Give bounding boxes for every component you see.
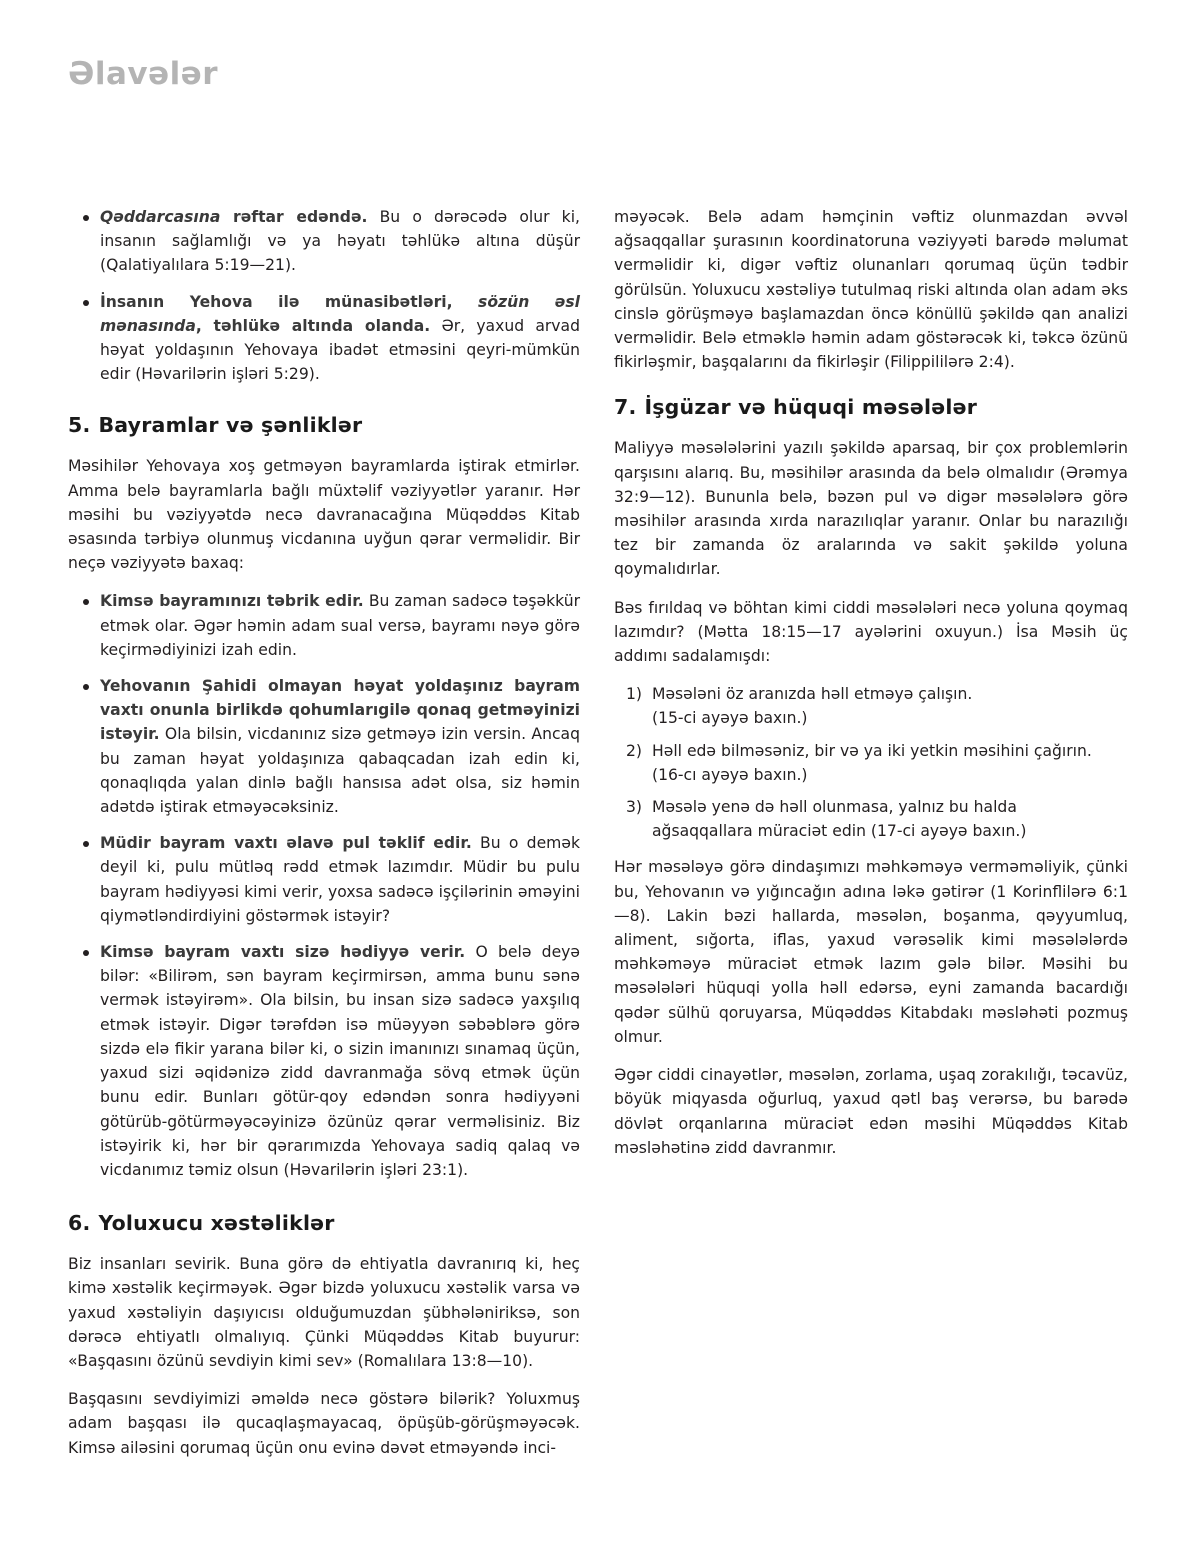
section-number: 7. [614,395,637,420]
bullet-lead: Kimsə bayram vaxtı sizə hədiyyə verir. [100,943,466,962]
section-5-intro: Məsihilər Yehovaya xoş getməyən bayramlarda iştirak etmirlər. Amma belə bayramlarla bağlı müxtəlif vəziyyətlər yaranır. Hər məsihi bu vəziyyətdə necə davranacağına Müqəddəs Kitab əsasında tərbiyə olunmuş vicdanına uyğun qərar verməlidir. Bir neçə vəziyyətə baxaq: [68,457,580,573]
continuation-paragraph: məyəcək. Belə adam həmçinin vəftiz olunmazdan əvvəl ağsaqqallar şurasının koordinatoruna vəziyyəti barədə məlumat verməlidir ki, digər vəftiz olunanları qorumaq üçün tədbir görülsün. Yoluxucu xəstəliyə tutulmaq riski altında olan adam əks cinslə görüşməyə başlamazdan öncə könüllü şəkildə qan analizi verməlidir. Belə etməklə həmin adam göstərəcək ki, təkcə özünü fikirləşmir, başqalarını da fikirləşir (Filippililərə 2:4). [614,208,1128,372]
intro-bullet-list [68,205,580,386]
section-7-heading [614,394,1128,420]
bullet-lead-italic: sözün əsl mənasında [100,292,580,335]
step-text: Həll edə bilməsəniz, bir və ya iki yetkin məsihini çağırın. [652,741,1092,760]
bullet-text: Bu o demək deyil ki, pulu mütləq rədd etmək lazımdır. Müdir bu pulu bayram hədiyyəsi kimi verir, yoxsa sadəcə işçilərinin əməyini qiymətləndirdiyini göstərmək istəyir? [100,834,580,925]
bullet-text: Bu o dərəcədə olur ki, insanın sağlamlığı və ya həyatı təhlükə altına düşür (Qalatiyalılara 5:19—21). [100,208,580,275]
bullet-text: O belə deyə bilər: «Bilirəm, sən bayram keçirmirsən, amma bunu sənə vermək istəyirəm». Ola bilsin, bu insan sizə sadəcə yaxşılıq etmək istəyir. Digər tərəfdən isə müəyyən səbəblərə görə sizdə elə fikir yarana bilər ki, o sizin imanınızı sınamaq üçün, yaxud sizi əqidənizə zidd davranmağa sövq etmək üçün bunu edir. Bunları götür-qoy edəndən sonra hədiyyəni götürüb-götürməyəcəyinizə özünüz qərar verməlisiniz. Biz istəyirik ki, hər bir qərarımızda Yehovaya sadiq qalaq və vicdanımız təmiz olsun (Həvarilərin işləri 23:1). [100,943,580,1179]
bullet-lead: Müdir bayram vaxtı əlavə pul təklif edir. [100,834,472,853]
bullet-lead-part: , təhlükə altında olanda. [195,316,431,335]
step-number: 1) [626,685,643,704]
section-title: İşgüzar və hüquqi məsələlər [644,395,978,420]
left-column [68,205,580,1474]
step-number: 3) [626,798,643,817]
section-number: 6. [68,1211,91,1236]
bullet-item [68,940,580,1182]
step-number: 2) [626,741,643,760]
step-reference: (15-ci ayəyə baxın.) [652,709,808,728]
step-item [614,795,1128,843]
bullet-lead [100,208,367,226]
right-column [614,205,1128,1174]
section-6-heading [68,1210,580,1236]
section-5-bullet-list [68,589,580,1182]
step-item [614,739,1128,787]
bullet-lead-italic: Qəddarcasına [100,208,221,226]
bullet-lead: Yehovanın Şahidi olmayan həyat yoldaşınız bayram vaxtı onunla birlikdə qohumlarıgilə qonaq getməyinizi istəyir. [100,677,580,744]
section-title: Yoluxucu xəstəliklər [98,1211,335,1236]
bullet-lead-rest: rəftar edəndə. [220,208,368,226]
paragraph: Biz insanları sevirik. Buna görə də ehtiyatla davranırıq ki, heç kimə xəstəlik keçirməyək. Əgər bizdə yoluxucu xəstəlik varsa və yaxud xəstəliyin daşıyıcısı olduğumuzdan şübhələniriksə, son dərəcə ehtiyatlı olmalıyıq. Çünki Müqəddəs Kitab buyurur: «Başqasını özünü sevdiyin kimi sev» (Romalılara 13:8—10). [68,1255,580,1370]
bullet-text: Bu zaman sadəcə təşəkkür etmək olar. Əgər həmin adam sual versə, bayramı nəyə görə keçirmədiyinizi izah edin. [100,592,580,659]
steps-list [614,682,1128,843]
paragraph: Maliyyə məsələlərini yazılı şəkildə aparsaq, bir çox problemlərin qarşısını alarıq. Bu, məsihilər arasında da belə olmalıdır (Ərəmya 32:9—12). Bununla belə, bəzən pul və digər məsələlərə görə məsihilər arasında xırda narazılıqlar yaranır. Onlar bu narazılığı tez bir zamanda öz aralarında və sakit şəkildə yoluna qoymalıdırlar. [614,439,1128,579]
step-reference: (16-cı ayəyə baxın.) [652,765,808,784]
paragraph: Başqasını sevdiyimizi əməldə necə göstərə bilərik? Yoluxmuş adam başqası ilə qucaqlaşmayacaq, öpüşüb-görüşməyəcək. Kimsə ailəsini qorumaq üçün onu evinə dəvət etməyəndə inci- [68,1390,580,1457]
section-5-heading [68,412,580,438]
bullet-item [68,674,580,819]
step-text: Məsələni öz aranızda həll etməyə çalışın. [652,685,973,704]
bullet-item [68,205,580,278]
bullet-item [68,589,580,662]
running-head: Əlavələr [68,56,219,92]
bullet-text: Ər, yaxud arvad həyat yoldaşının Yehovaya ibadət etməsini qeyri-mümkün edir (Həvarilərin işləri 5:29). [100,316,580,384]
paragraph: Hər məsələyə görə dindaşımızı məhkəməyə verməməliyik, çünki bu, Yehovanın və yığıncağın adına ləkə gətirər (1 Korinflilərə 6:1—8). Lakin bəzi hallarda, məsələn, boşanma, qəyyumluq, aliment, sığorta, iflas, yaxud vərəsəlik kimi məsələlərdə məhkəməyə müraciət etmək lazım gələ bilər. Məsihi bu məsələləri hüquqi yolla həll edərsə, eyni zamanda bacardığı qədər sülhü qoruyarsa, Müqəddəs Kitabdakı məsləhəti pozmuş olmur. [614,858,1128,1046]
section-number: 5. [68,413,91,438]
step-item [614,682,1128,730]
step-text: Məsələ yenə də həll olunmasa, yalnız bu halda [652,798,1017,817]
bullet-item [68,290,580,387]
bullet-lead: Kimsə bayramınızı təbrik edir. [100,592,364,611]
bullet-item [68,831,580,928]
bullet-lead-part: İnsanın Yehova ilə münasibətləri, [100,292,479,311]
paragraph: Əgər ciddi cinayətlər, məsələn, zorlama, uşaq zorakılığı, təcavüz, böyük miqyasda oğurluq, yaxud qətl baş verərsə, bu barədə dövlət orqanlarına müraciət edən məsihi Müqəddəs Kitab məsləhətinə zidd davranmır. [614,1066,1128,1157]
bullet-text: Ola bilsin, vicdanınız sizə getməyə izin versin. Ancaq bu zaman həyat yoldaşınıza qabaqcadan izah edin ki, qonaqlıqda yalan dinlə bağlı hansısa adət olsa, siz həmin adətdə iştirak etməyəcəksiniz. [100,725,580,817]
section-title: Bayramlar və şənliklər [98,413,363,438]
step-reference: ağsaqqallara müraciət edin (17-ci ayəyə baxın.) [652,822,1027,841]
paragraph: Bəs fırıldaq və böhtan kimi ciddi məsələləri necə yoluna qoymaq lazımdır? (Mətta 18:15—17 ayələrini oxuyun.) İsa Məsih üç addımı sadalamışdı: [614,598,1128,666]
